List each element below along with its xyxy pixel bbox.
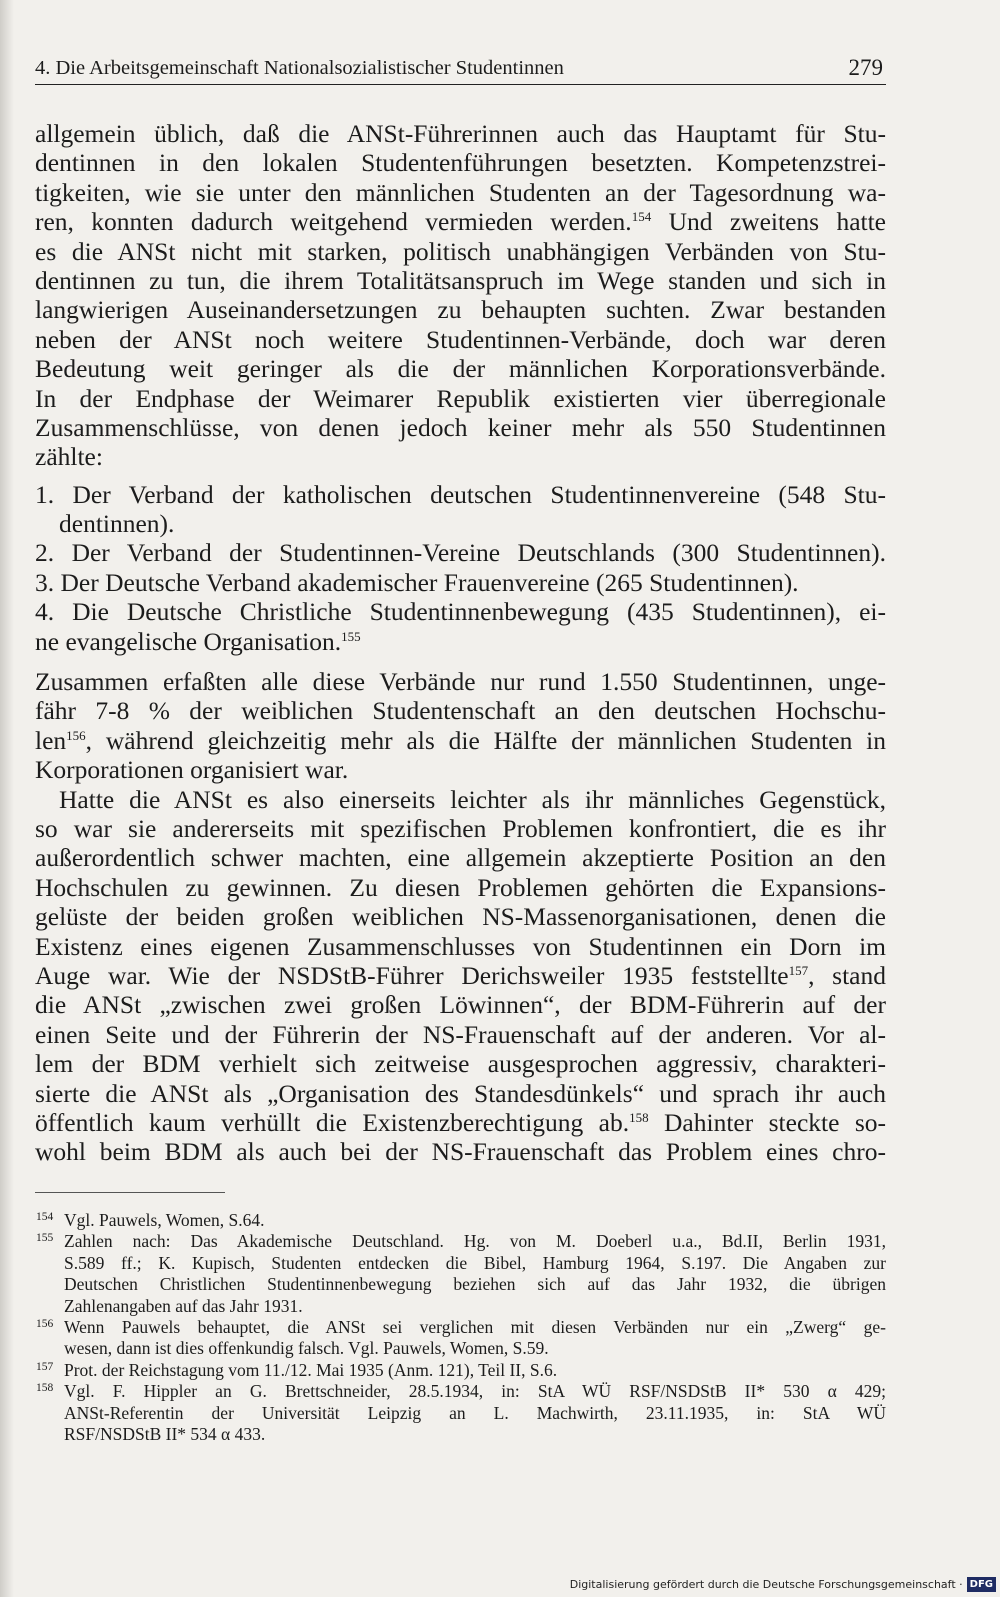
body-text: [35, 119, 886, 1167]
footnote-line: Zahlenangaben auf das Jahr 1931.: [64, 1295, 303, 1316]
text-line: die ANSt „zwischen zwei großen Löwinnen“, der BDM-Führerin auf der: [35, 990, 886, 1020]
page-number: 279: [848, 55, 883, 80]
text-line: gelüste der beiden großen weiblichen NS-Massenorganisationen, denen die: [35, 902, 886, 932]
footnote-line: ANSt-Referentin der Universität Leipzig an L. Machwirth, 23.11.1935, in: StA WÜ: [64, 1402, 886, 1423]
text-line: langwierigen Auseinandersetzungen zu behaupten suchten. Zwar bestanden: [35, 295, 886, 325]
text-line: len$^{156}$, während gleichzeitig mehr als die Hälfte der männlichen Studenten in: [35, 725, 886, 755]
text-line: In der Endphase der Weimarer Republik existierten vier überregionale: [35, 383, 886, 413]
text-line: lem der BDM verhielt sich zeitweise ausgesprochen aggressiv, charakteri-: [35, 1049, 886, 1079]
footnote-number: 155: [36, 1232, 54, 1245]
footnote-ref[interactable]: 156: [66, 727, 86, 743]
text-line: dentinnen in den lokalen Studentenführungen besetzten. Kompetenzstrei-: [35, 148, 886, 178]
text-line: öffentlich kaum verhüllt die Existenzberechtigung ab.$^{158}$ Dahinter steckte so-: [35, 1107, 886, 1137]
list-item: 3. Der Deutsche Verband akademischer Frauenvereine (265 Studentinnen).: [35, 567, 799, 597]
text-line: tigkeiten, wie sie unter den männlichen Studenten an der Tagesordnung wa-: [35, 177, 886, 207]
text-line: außerordentlich schwer machten, eine allgemein akzeptierte Position an den: [35, 843, 886, 873]
text-line: ren, konnten dadurch weitgehend vermieden werden.$^{154}$ Und zweitens hatte: [35, 207, 887, 237]
footnote-line: Deutschen Christlichen Studentinnenbewegung beziehen sich auf das Jahr 1932, die übrigen: [64, 1274, 886, 1295]
digitization-footer: [570, 1574, 996, 1594]
footnote-ref[interactable]: 158: [629, 1109, 649, 1125]
text-line: allgemein üblich, daß die ANSt-Führerinnen auch das Hauptamt für Stu-: [35, 119, 886, 148]
footnote-line: RSF/NSDStB II* 534 α 433.: [64, 1423, 266, 1444]
text-line: Auge war. Wie der NSDStB-Führer Derichsweiler 1935 feststellte$^{157}$, stand: [35, 960, 886, 990]
footnote-number: 158: [36, 1382, 54, 1395]
list-item: 4. Die Deutsche Christliche Studentinnenbewegung (435 Studentinnen), ei-: [35, 597, 886, 627]
footnote-ref[interactable]: 155: [341, 628, 361, 644]
footnote: 155 Zahlen nach: Das Akademische Deutschland. Hg. von M. Doeberl u.a., Bd.II, Berlin 1931,: [35, 1231, 886, 1252]
footnote-number: 157: [36, 1360, 54, 1373]
text-line: wohl beim BDM als auch bei der NS-Frauenschaft das Problem eines chro-: [35, 1137, 886, 1167]
text-line: Zusammen erfaßten alle diese Verbände nur rund 1.550 Studentinnen, unge-: [35, 667, 886, 697]
text-line: Existenz eines eigenen Zusammenschlusses von Studentinnen ein Dorn im: [35, 931, 886, 961]
footnote-ref[interactable]: 157: [788, 962, 809, 978]
text-line: Zusammenschlüsse, von denen jedoch keiner mehr als 550 Studentinnen: [35, 412, 886, 442]
running-header: [35, 50, 886, 85]
text-line: so war sie andererseits mit spezifischen Problemen konfrontiert, die es ihr: [35, 813, 886, 843]
footnote-number: 154: [36, 1211, 54, 1223]
footnote-line: wesen, dann ist dies offenkundig falsch. Vgl. Pauwels, Women, S.59.: [64, 1338, 549, 1359]
chapter-title: 4. Die Arbeitsgemeinschaft Nationalsozialistischer Studentinnen: [35, 57, 564, 79]
footnote: 154 Vgl. Pauwels, Women, S.64.: [35, 1210, 886, 1231]
footnote-ref[interactable]: 154: [631, 209, 652, 225]
list-item-continuation: dentinnen).: [59, 509, 175, 539]
text-line: Hochschulen zu gewinnen. Zu diesen Problemen gehörten die Expansions-: [35, 872, 886, 902]
footnote-number: 156: [36, 1317, 54, 1330]
page-edge-shadow: [0, 0, 14, 1597]
footnotes: [35, 1192, 886, 1445]
text-line: zählte:: [35, 442, 103, 472]
text-line: Korporationen organisiert war.: [35, 755, 349, 785]
text-line: dentinnen zu tun, die ihrem Totalitätsanspruch im Wege standen und sich in: [35, 265, 886, 295]
text-line: fähr 7-8 % der weiblichen Studentenschaft an den deutschen Hochschu-: [35, 696, 886, 726]
footnote: 157 Prot. der Reichstagung vom 11./12. Mai 1935 (Anm. 121), Teil II, S.6.: [35, 1360, 886, 1381]
footnote: 156 Wenn Pauwels behauptet, die ANSt sei verglichen mit diesen Verbänden nur ein „Zwerg“ ge-: [35, 1317, 886, 1338]
footnote: 158 Vgl. F. Hippler an G. Brettschneider, 28.5.1934, in: StA WÜ RSF/NSDStB II* 530 α 429;: [35, 1381, 886, 1402]
footnote-line: S.589 ff.; K. Kupisch, Studenten entdecken die Bibel, Hamburg 1964, S.197. Die Angaben zur: [64, 1252, 886, 1273]
paragraph-start: Hatte die ANSt es also einerseits leichter als ihr männliches Gegenstück,: [59, 784, 886, 814]
text-line: sierte die ANSt als „Organisation des Standesdünkels“ und sprach ihr auch: [35, 1078, 886, 1108]
text-line: Bedeutung weit geringer als die der männlichen Korporationsverbände.: [35, 354, 886, 384]
list-item-continuation: ne evangelische Organisation.$^{155}$: [35, 626, 361, 656]
footer-text: Digitalisierung gefördert durch die Deutsche Forschungsgemeinschaft ·: [569, 1577, 963, 1591]
footnote-rule: [35, 1192, 225, 1193]
dfg-logo-icon: DFG: [967, 1577, 996, 1592]
list-item: 1. Der Verband der katholischen deutschen Studentinnenvereine (548 Stu-: [35, 479, 886, 509]
text-line: einen Seite und der Führerin der NS-Frauenschaft auf der anderen. Vor al-: [35, 1019, 886, 1049]
list-item: 2. Der Verband der Studentinnen-Vereine Deutschlands (300 Studentinnen).: [35, 538, 886, 568]
text-line: neben der ANSt noch weitere Studentinnen-Verbände, doch war deren: [35, 324, 886, 354]
text-line: es die ANSt nicht mit starken, politisch unabhängigen Verbänden von Stu-: [35, 236, 886, 266]
